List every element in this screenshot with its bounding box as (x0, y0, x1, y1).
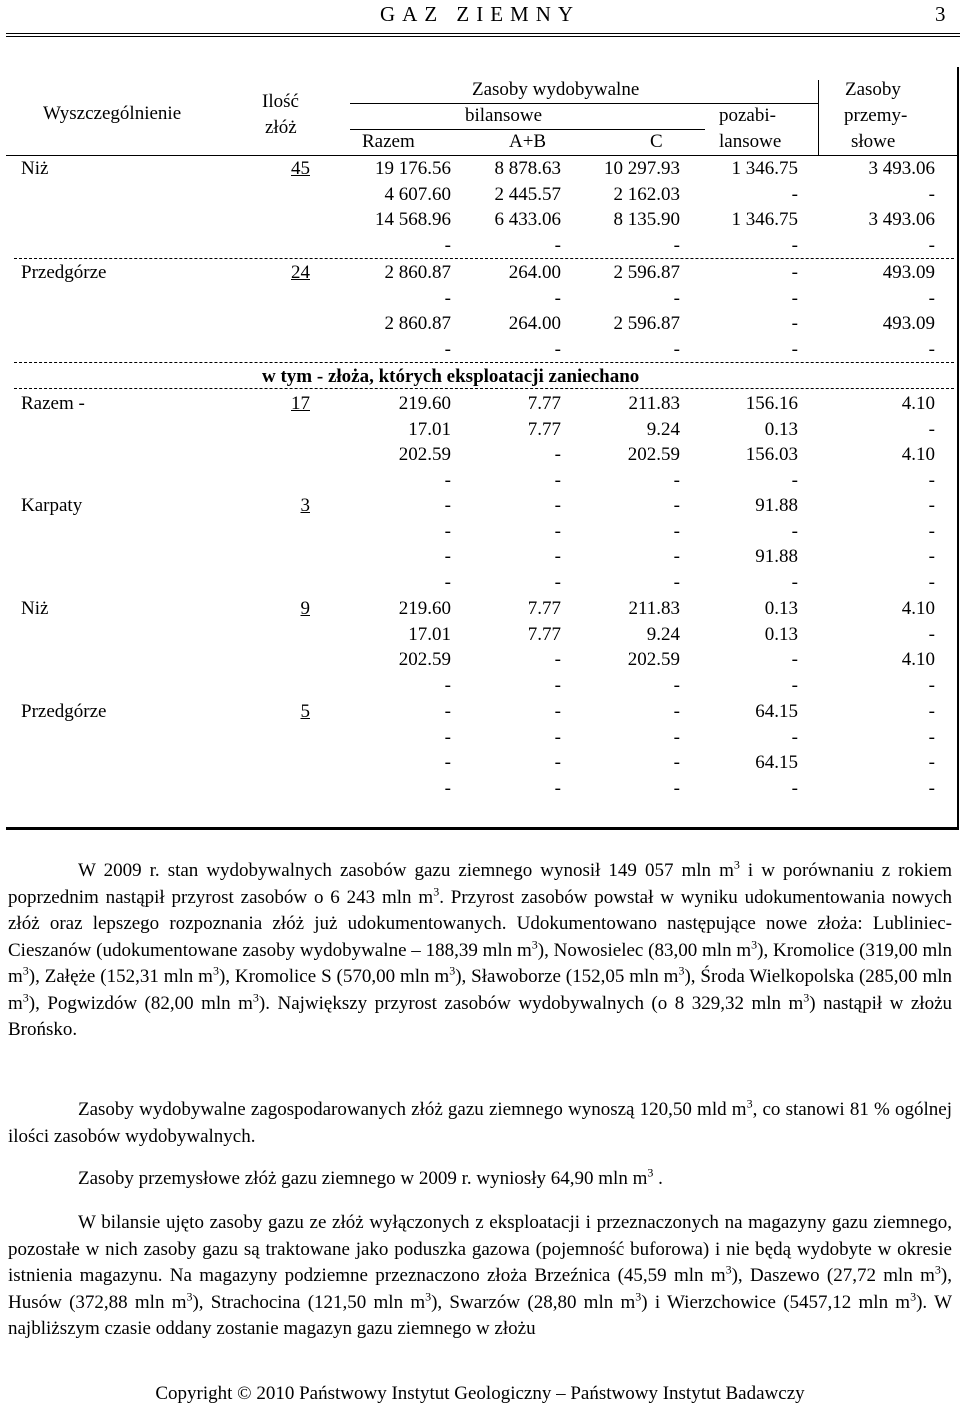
sup: 3 (212, 963, 219, 978)
page-number: 3 (935, 2, 946, 26)
sup: 3 (678, 963, 685, 978)
table-cell-razem: - (444, 752, 451, 774)
table-cell-ab: - (554, 701, 561, 722)
table-cell-razem: 2 860.87 (384, 262, 451, 283)
table-cell-przem: 3 493.06 (868, 158, 935, 179)
text-span: Zasoby wydobywalne zagospodarowanych złóż gazu ziemnego wynoszą 120,50 mld m (78, 1099, 747, 1120)
table-cell-przem: - (928, 495, 935, 516)
sup: 3 (803, 990, 810, 1005)
table-cell-przem: - (928, 234, 935, 256)
table-cell-poza: - (791, 287, 798, 309)
row-label: Razem - (21, 393, 85, 414)
table-cell-ab: 7.77 (527, 623, 561, 645)
table-cell-c: - (673, 520, 680, 542)
table-cell-ab: - (554, 649, 561, 671)
table-cell-ab: 7.77 (527, 393, 561, 414)
sup: 3 (22, 963, 29, 978)
sup: 3 (746, 1096, 753, 1111)
table-cell-ab: - (554, 726, 561, 748)
sup: 3 (531, 937, 538, 952)
sup: 3 (425, 1289, 432, 1304)
text-span: ), Pogwizdów (82,00 mln m (28, 992, 253, 1014)
deposit-count: 24 (291, 262, 310, 283)
table-cell-c: - (673, 495, 680, 516)
text-span: Zasoby przemysłowe złóż gazu ziemnego w 2009 r. wyniosły 64,90 mln m (78, 1168, 648, 1189)
table-cell-poza: 0.13 (764, 598, 798, 619)
table-cell-poza: - (791, 726, 798, 748)
text-span: ) nastąpił w złożu Brońsko. (8, 992, 952, 1040)
table-cell-poza: 156.03 (745, 444, 798, 466)
text-span: . (653, 1168, 663, 1189)
sup: 3 (22, 990, 29, 1005)
table-cell-c: 2 596.87 (613, 262, 680, 283)
col-header-przemy: przemy- (844, 105, 908, 126)
table-cell-przem: - (928, 520, 935, 542)
col-header-pozabi: pozabi- (719, 105, 776, 126)
table-cell-ab: 6 433.06 (494, 209, 561, 231)
table-cell-przem: - (928, 726, 935, 748)
row-separator (14, 388, 954, 389)
deposit-count: 5 (300, 701, 310, 722)
sup: 3 (252, 990, 259, 1005)
table-cell-ab: - (554, 520, 561, 542)
chapter-title: GAZ ZIEMNY (380, 2, 581, 26)
table-cell-razem: 19 176.56 (375, 158, 451, 179)
table-cell-poza: 0.13 (764, 418, 798, 440)
reserves-table (6, 67, 959, 830)
table-cell-razem: 17.01 (408, 623, 451, 645)
table-cell-poza: - (791, 520, 798, 542)
row-label: Niż (21, 598, 49, 619)
table-cell-ab: - (554, 674, 561, 696)
row-separator (14, 258, 954, 259)
table-cell-ab: - (554, 495, 561, 516)
table-cell-przem: - (928, 287, 935, 309)
sup: 3 (733, 857, 740, 872)
table-cell-ab: 264.00 (508, 313, 561, 335)
col-header-wyszczegolnienie: Wyszczególnienie (43, 103, 182, 124)
table-cell-c: - (673, 674, 680, 696)
table-cell-c: 2 596.87 (613, 313, 680, 335)
table-cell-przem: - (928, 777, 935, 799)
col-header-zloz: złóż (265, 117, 297, 138)
table-cell-c: 211.83 (628, 393, 680, 414)
table-cell-poza: - (791, 674, 798, 696)
table-cell-przem: 4.10 (901, 598, 935, 619)
table-cell-poza: 64.15 (755, 752, 798, 774)
table-cell-poza: 1 346.75 (731, 209, 798, 231)
table-cell-poza: - (791, 183, 798, 205)
table-cell-poza: - (791, 234, 798, 256)
table-cell-poza: 64.15 (755, 701, 798, 722)
table-cell-poza: 91.88 (755, 495, 798, 516)
table-cell-c: - (673, 546, 680, 568)
header-bottom-rule (6, 155, 959, 156)
text-span: ). Największy przyrost zasobów wydobywalnych (o 8 329,32 mln m (258, 992, 804, 1014)
table-cell-poza: - (791, 777, 798, 799)
col-header-ilosc: Ilość (262, 91, 299, 112)
table-cell-razem: 202.59 (398, 649, 451, 671)
col-header-ab: A+B (509, 131, 547, 152)
table-cell-razem: - (444, 287, 451, 309)
table-cell-razem: - (444, 469, 451, 491)
table-cell-poza: - (791, 338, 798, 360)
col-header-bilansowe: bilansowe (465, 105, 543, 126)
section-label: w tym - złoża, których eksploatacji zaniechano (262, 366, 640, 387)
table-cell-c: 9.24 (646, 623, 680, 645)
table-cell-przem: - (928, 469, 935, 491)
table-cell-przem: 4.10 (901, 444, 935, 466)
deposit-count: 45 (291, 158, 310, 179)
text-span: ), Nowosielec (83,00 mln m (537, 939, 752, 961)
table-cell-c: 8 135.90 (613, 209, 680, 231)
table-cell-c: - (673, 469, 680, 491)
table-cell-c: - (673, 752, 680, 774)
header-rule-zasoby (350, 103, 818, 104)
table-cell-ab: - (554, 752, 561, 774)
paragraph-4 (8, 1210, 952, 1343)
text-span: , co stanowi 81 % ogólnej ilości zasobów wydobywalnych. (8, 1099, 952, 1147)
text-span: ), Husów (372,88 mln m (8, 1265, 952, 1313)
text-span: ), Załęże (152,31 mln m (28, 966, 213, 987)
table-cell-poza: 156.16 (745, 393, 798, 414)
table-cell-c: - (673, 571, 680, 593)
col-header-razem: Razem (362, 131, 415, 152)
table-cell-razem: - (444, 777, 451, 799)
row-label: Przedgórze (21, 262, 107, 283)
col-header-slowe: słowe (851, 131, 896, 152)
table-cell-przem: - (928, 183, 935, 205)
row-label: Niż (21, 158, 49, 179)
table-cell-ab: - (554, 234, 561, 256)
table-cell-ab: - (554, 571, 561, 593)
table-cell-c: 9.24 (646, 418, 680, 440)
table-cell-przem: 4.10 (901, 649, 935, 671)
header-rule (6, 33, 960, 34)
table-cell-przem: 493.09 (882, 262, 935, 283)
table-cell-razem: - (444, 571, 451, 593)
table-cell-razem: 17.01 (408, 418, 451, 440)
table-cell-razem: - (444, 234, 451, 256)
text-span: ), Daszewo (27,72 mln m (731, 1265, 935, 1286)
table-cell-c: 202.59 (627, 649, 680, 671)
text-span: ), Kromolice (319,00 mln m (8, 939, 953, 987)
table-cell-poza: - (791, 571, 798, 593)
text-span: . Przyrost zasobów powstał w wyniku udokumentowania nowych złóż oraz lepszego rozpoznania złóż już udokumentowanych. Udokumentowano następujące nowe złoża: Lubliniec-Cieszanów (udokumentowane zasoby wydobywalne – 188,39 mln m (8, 886, 952, 961)
table-cell-ab: - (554, 444, 561, 466)
deposit-count: 9 (300, 598, 310, 619)
header-rule-bilansowe (350, 129, 705, 130)
table-cell-razem: 14 568.96 (375, 209, 451, 231)
col-header-zasoby: Zasoby (845, 79, 901, 100)
text-span: W 2009 r. stan wydobywalnych zasobów gazu ziemnego wynosił 149 057 mln m (78, 860, 734, 881)
table-cell-razem: - (444, 546, 451, 568)
table-cell-razem: - (444, 726, 451, 748)
paragraph-1 (8, 858, 952, 1044)
table-cell-c: 211.83 (628, 598, 680, 619)
table-cell-ab: - (554, 469, 561, 491)
table-cell-razem: 2 860.87 (384, 313, 451, 335)
sup: 3 (934, 1262, 941, 1277)
table-cell-razem: - (444, 520, 451, 542)
deposit-count: 3 (300, 495, 310, 516)
table-cell-przem: - (928, 674, 935, 696)
text-span: ) i Wierzchowice (5457,12 mln m (641, 1291, 911, 1313)
table-cell-razem: - (444, 674, 451, 696)
table-cell-ab: 7.77 (527, 418, 561, 440)
table-cell-ab: - (554, 546, 561, 568)
text-span: ), Środa Wielkopolska (285,00 mln m (8, 966, 952, 1014)
table-cell-przem: - (928, 338, 935, 360)
table-cell-razem: 219.60 (398, 598, 451, 619)
row-separator (14, 362, 954, 363)
table-cell-razem: 219.60 (398, 393, 451, 414)
table-cell-c: - (673, 777, 680, 799)
text-span: ), Sławoborze (152,05 mln m (455, 966, 679, 987)
table-cell-przem: 3 493.06 (868, 209, 935, 231)
table-cell-przem: - (928, 571, 935, 593)
table-cell-razem: - (444, 701, 451, 722)
table-cell-ab: - (554, 338, 561, 360)
table-cell-c: - (673, 287, 680, 309)
table-cell-ab: 8 878.63 (494, 158, 561, 179)
table-cell-c: 202.59 (627, 444, 680, 466)
table-cell-poza: 91.88 (755, 546, 798, 568)
table-cell-razem: 4 607.60 (384, 183, 451, 205)
sup: 3 (449, 963, 456, 978)
table-cell-poza: 0.13 (764, 623, 798, 645)
table-cell-przem: - (928, 701, 935, 722)
sup: 3 (725, 1262, 732, 1277)
text-span: W bilansie ujęto zasoby gazu ze złóż wyłączonych z eksploatacji i przeznaczonych na magazyny gazu ziemnego, pozostałe w nich zasoby gazu są traktowane jako poduszka gazowa (pojemność buforowa) i nie będą wydobyte w okresie istnienia magazynu. Na magazyny podziemne przeznaczono złoża Brzeźnica (45,59 mln m (8, 1212, 952, 1286)
table-cell-c: - (673, 338, 680, 360)
table-cell-c: 10 297.93 (604, 158, 680, 179)
copyright-footer: Copyright © 2010 Państwowy Instytut Geologiczny – Państwowy Instytut Badawczy (155, 1383, 805, 1404)
table-cell-razem: - (444, 495, 451, 516)
table-cell-przem: 4.10 (901, 393, 935, 414)
paragraph-2 (8, 1097, 952, 1150)
row-label: Przedgórze (21, 701, 107, 722)
sup: 3 (647, 1165, 654, 1180)
table-cell-przem: - (928, 546, 935, 568)
header-divider (818, 80, 819, 155)
paragraph-3 (8, 1166, 952, 1193)
table-cell-poza: - (791, 262, 798, 283)
deposit-count: 17 (291, 393, 310, 414)
col-header-lansowe: lansowe (719, 131, 782, 152)
table-cell-przem: 493.09 (882, 313, 935, 335)
row-label: Karpaty (21, 495, 83, 516)
table-cell-poza: - (791, 469, 798, 491)
table-cell-przem: - (928, 418, 935, 440)
table-cell-ab: 2 445.57 (494, 183, 561, 205)
text-span: ), Strachocina (121,50 mln m (192, 1291, 426, 1313)
col-header-c: C (650, 131, 663, 152)
text-span: i w porównaniu z rokiem poprzednim nastąpił przyrost zasobów o 6 243 mln m (8, 860, 953, 908)
table-cell-c: - (673, 234, 680, 256)
table-cell-c: - (673, 701, 680, 722)
text-span: ), Swarzów (28,80 mln m (431, 1291, 636, 1313)
sup: 3 (186, 1289, 193, 1304)
text-span: ). W najbliższym czasie oddany zostanie magazyn gazu ziemnego w złożu (8, 1291, 952, 1339)
table-cell-razem: - (444, 338, 451, 360)
table-cell-poza: 1 346.75 (731, 158, 798, 179)
table-cell-przem: - (928, 752, 935, 774)
text-span: ), Kromolice S (570,00 mln m (218, 966, 450, 987)
table-cell-ab: 264.00 (508, 262, 561, 283)
sup: 3 (910, 1289, 917, 1304)
col-header-zasoby-wydobywalne: Zasoby wydobywalne (472, 79, 640, 100)
sup: 3 (635, 1289, 642, 1304)
sup: 3 (433, 884, 440, 899)
page-header (0, 0, 960, 34)
table-cell-ab: - (554, 287, 561, 309)
table-cell-ab: - (554, 777, 561, 799)
header-rule-2 (6, 36, 960, 37)
table-cell-poza: - (791, 649, 798, 671)
table-cell-przem: - (928, 623, 935, 645)
table-cell-razem: 202.59 (398, 444, 451, 466)
table-cell-c: - (673, 726, 680, 748)
table-cell-poza: - (791, 313, 798, 335)
sup: 3 (751, 937, 758, 952)
table-cell-c: 2 162.03 (613, 183, 680, 205)
table-cell-ab: 7.77 (527, 598, 561, 619)
